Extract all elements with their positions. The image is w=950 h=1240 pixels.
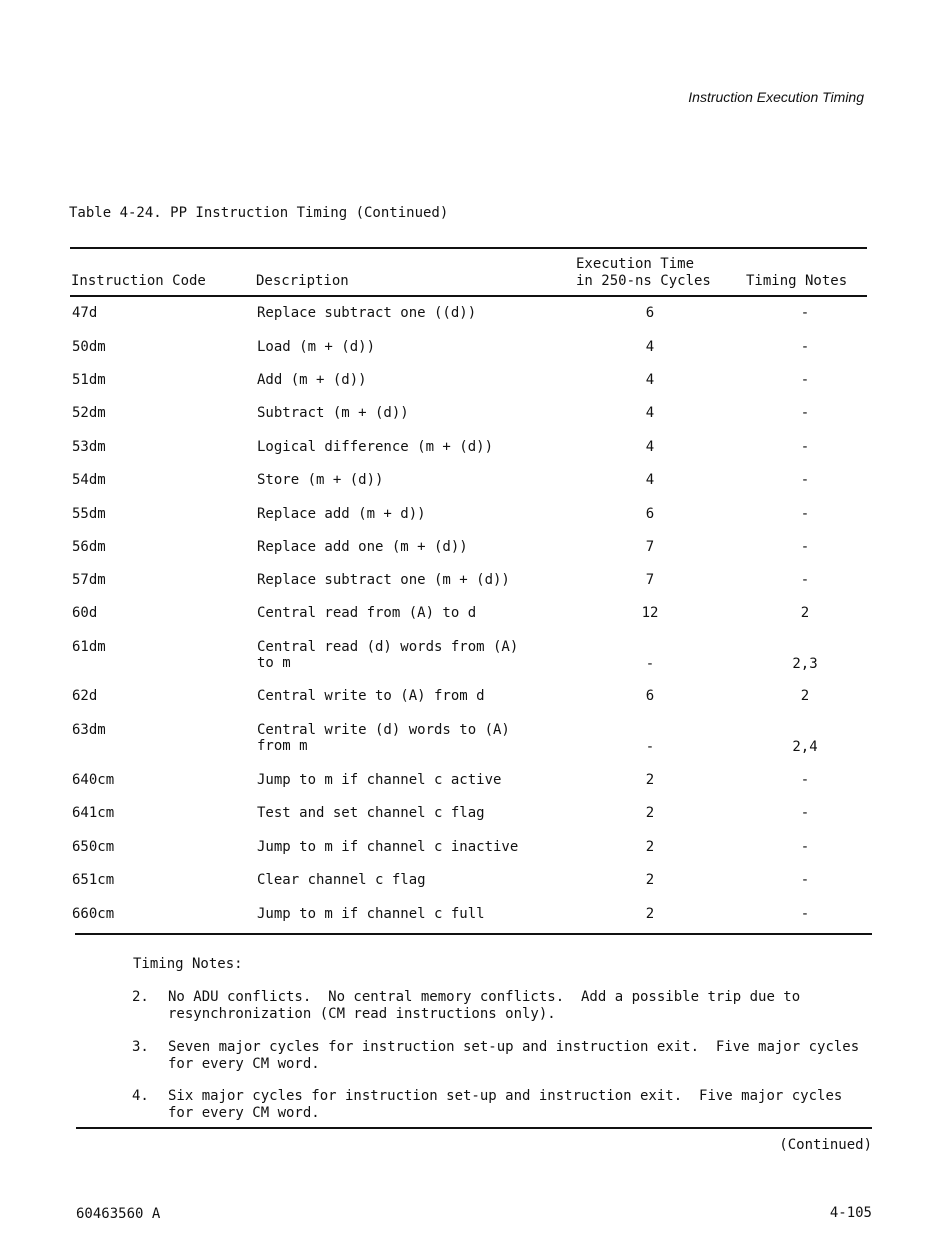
- execution-time: 2: [645, 772, 655, 788]
- instruction-description: Central read (d) words from (A) to m: [257, 639, 519, 671]
- timing-note-number: 2.: [132, 989, 149, 1005]
- table-row: [0, 572, 950, 602]
- timing-note-number: 4.: [132, 1088, 149, 1104]
- instruction-code: 51dm: [72, 372, 106, 388]
- table-row: [0, 405, 950, 435]
- execution-time: 4: [645, 472, 655, 488]
- instruction-code: 56dm: [72, 539, 106, 555]
- instruction-code: 60d: [72, 605, 98, 621]
- timing-note-number: 3.: [132, 1039, 149, 1055]
- instruction-description: Central write to (A) from d: [257, 688, 485, 704]
- table-row: [0, 906, 950, 936]
- instruction-description: Logical difference (m + (d)): [257, 439, 494, 455]
- execution-time: 2: [645, 872, 655, 888]
- table-row: [0, 839, 950, 869]
- table-row: [0, 805, 950, 835]
- table-row: [0, 872, 950, 902]
- timing-note-text: Six major cycles for instruction set-up and instruction exit. Five major cycles for every CM word.: [168, 1088, 843, 1121]
- instruction-code: 660cm: [72, 906, 115, 922]
- execution-time: 2: [645, 906, 655, 922]
- instruction-code: 640cm: [72, 772, 115, 788]
- instruction-description: Jump to m if channel c inactive: [257, 839, 519, 855]
- col-header-code: Instruction Code: [71, 273, 206, 289]
- instruction-description: Central write (d) words to (A) from m: [257, 722, 510, 754]
- instruction-description: Clear channel c flag: [257, 872, 426, 888]
- timing-notes-ref: -: [800, 805, 810, 821]
- execution-time: 6: [645, 305, 655, 321]
- timing-notes-ref: -: [800, 539, 810, 555]
- table-row: [0, 305, 950, 335]
- col-header-time-line2: in 250-ns Cycles: [576, 273, 711, 289]
- continued-label: (Continued): [779, 1137, 872, 1153]
- execution-time: -: [645, 739, 655, 755]
- instruction-description: Replace add (m + d)): [257, 506, 426, 522]
- timing-notes-ref: -: [800, 839, 810, 855]
- execution-time: 2: [645, 839, 655, 855]
- table-row: [0, 472, 950, 502]
- instruction-code: 55dm: [72, 506, 106, 522]
- timing-notes-ref: -: [800, 305, 810, 321]
- timing-notes-ref: 2,4: [792, 739, 818, 755]
- instruction-description: Central read from (A) to d: [257, 605, 477, 621]
- instruction-code: 54dm: [72, 472, 106, 488]
- instruction-code: 650cm: [72, 839, 115, 855]
- instruction-code: 57dm: [72, 572, 106, 588]
- execution-time: 6: [645, 688, 655, 704]
- instruction-code: 641cm: [72, 805, 115, 821]
- table-row: [0, 688, 950, 718]
- timing-notes-title: Timing Notes:: [133, 956, 243, 972]
- instruction-code: 52dm: [72, 405, 106, 421]
- instruction-code: 62d: [72, 688, 98, 704]
- instruction-description: Jump to m if channel c active: [257, 772, 502, 788]
- instruction-code: 50dm: [72, 339, 106, 355]
- table-row: [0, 722, 950, 755]
- timing-notes-ref: -: [800, 339, 810, 355]
- table-top-rule: [70, 247, 867, 249]
- execution-time: -: [645, 656, 655, 672]
- document-number: 60463560 A: [76, 1206, 161, 1222]
- execution-time: 6: [645, 506, 655, 522]
- running-header: Instruction Execution Timing: [688, 89, 864, 105]
- execution-time: 2: [645, 805, 655, 821]
- timing-note-text: No ADU conflicts. No central memory conflicts. Add a possible trip due to resynchronization (CM read instructions only).: [168, 989, 801, 1022]
- execution-time: 12: [641, 605, 659, 621]
- table-row: [0, 539, 950, 569]
- timing-notes-ref: -: [800, 772, 810, 788]
- col-header-description: Description: [256, 273, 349, 289]
- instruction-description: Store (m + (d)): [257, 472, 384, 488]
- timing-notes-ref: 2: [800, 688, 810, 704]
- table-row: [0, 506, 950, 536]
- col-header-notes: Timing Notes: [746, 273, 848, 289]
- timing-note-text: Seven major cycles for instruction set-up and instruction exit. Five major cycles for every CM word.: [168, 1039, 860, 1072]
- instruction-description: Jump to m if channel c full: [257, 906, 485, 922]
- instruction-code: 53dm: [72, 439, 106, 455]
- col-header-time-line1: Execution Time: [576, 256, 695, 272]
- table-row: [0, 439, 950, 469]
- instruction-code: 61dm: [72, 639, 106, 655]
- instruction-code: 47d: [72, 305, 98, 321]
- execution-time: 7: [645, 572, 655, 588]
- instruction-description: Replace add one (m + (d)): [257, 539, 468, 555]
- timing-notes-ref: -: [800, 872, 810, 888]
- instruction-description: Test and set channel c flag: [257, 805, 485, 821]
- instruction-code: 63dm: [72, 722, 106, 738]
- timing-notes-ref: -: [800, 372, 810, 388]
- instruction-description: Load (m + (d)): [257, 339, 376, 355]
- timing-notes-ref: -: [800, 472, 810, 488]
- execution-time: 4: [645, 439, 655, 455]
- table-row: [0, 639, 950, 672]
- table-bottom-rule: [75, 933, 872, 935]
- instruction-description: Subtract (m + (d)): [257, 405, 409, 421]
- table-row: [0, 605, 950, 635]
- execution-time: 7: [645, 539, 655, 555]
- timing-notes-ref: 2,3: [792, 656, 818, 672]
- table-row: [0, 339, 950, 369]
- instruction-description: Replace subtract one ((d)): [257, 305, 477, 321]
- timing-notes-ref: -: [800, 506, 810, 522]
- table-row: [0, 772, 950, 802]
- table-row: [0, 372, 950, 402]
- timing-notes-ref: 2: [800, 605, 810, 621]
- page-number: 4-105: [829, 1205, 872, 1221]
- notes-bottom-rule: [76, 1127, 872, 1129]
- table-caption: Table 4-24. PP Instruction Timing (Continued): [69, 205, 449, 221]
- timing-notes-ref: -: [800, 906, 810, 922]
- table-header-rule: [70, 295, 867, 297]
- execution-time: 4: [645, 372, 655, 388]
- timing-notes-ref: -: [800, 405, 810, 421]
- instruction-description: Replace subtract one (m + (d)): [257, 572, 510, 588]
- timing-notes-ref: -: [800, 439, 810, 455]
- execution-time: 4: [645, 339, 655, 355]
- instruction-code: 651cm: [72, 872, 115, 888]
- execution-time: 4: [645, 405, 655, 421]
- timing-notes-ref: -: [800, 572, 810, 588]
- instruction-description: Add (m + (d)): [257, 372, 367, 388]
